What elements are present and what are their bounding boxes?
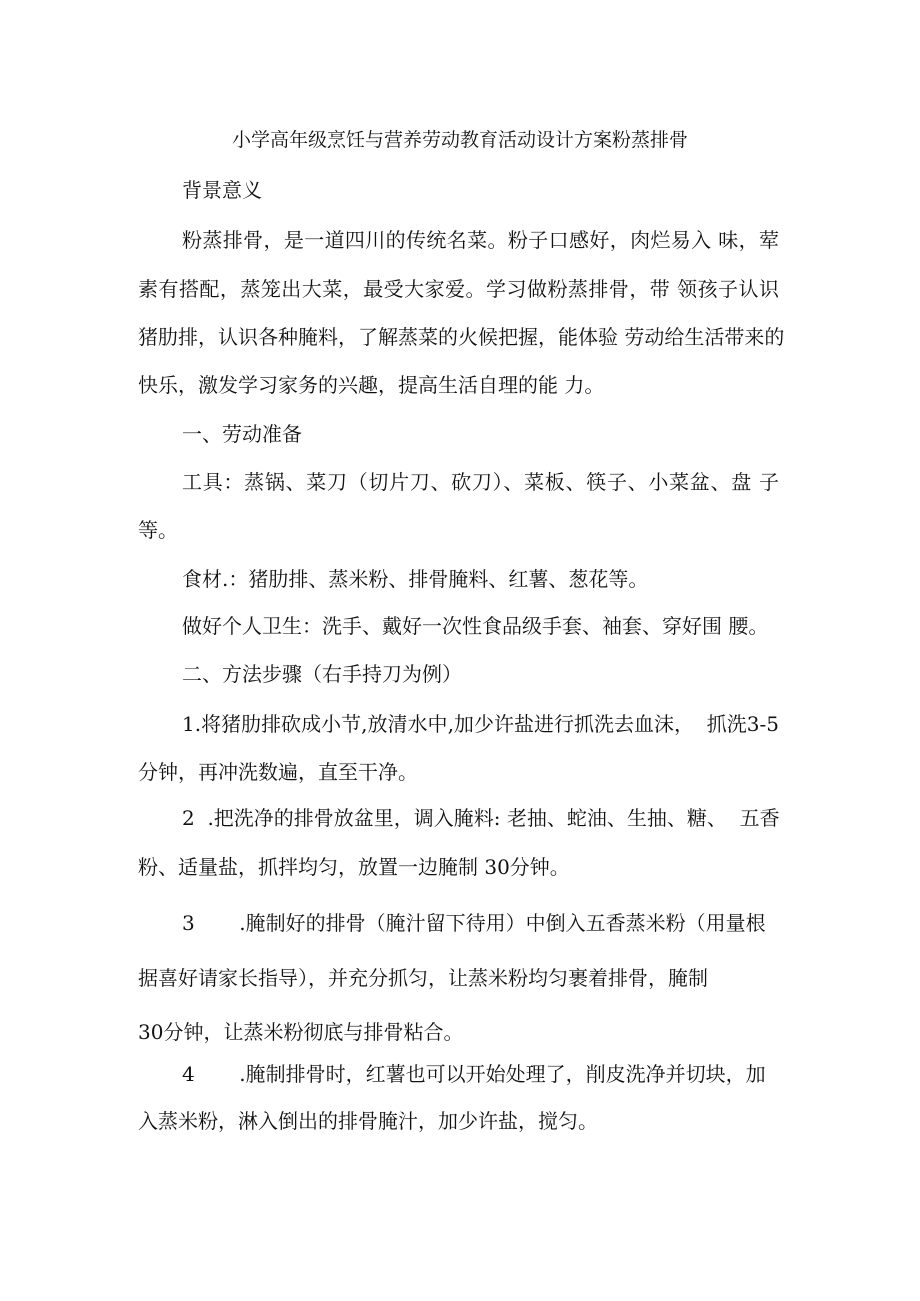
step-1-line: 1.将猪肋排砍成小节,放清水中,加少许盐进行抓洗去血沫， 抓洗3-5 xyxy=(182,712,779,736)
background-paragraph-line: 素有搭配，蒸笼出大菜，最受大家爱。学习做粉蒸排骨，带 领孩子认识 xyxy=(138,277,779,301)
step-4-line: 入蒸米粉，淋入倒出的排骨腌汁，加少许盐，搅匀。 xyxy=(138,1109,598,1133)
step-3-line: 30分钟，让蒸米粉彻底与排骨粘合。 xyxy=(138,1020,464,1044)
step-2-line: 2 .把洗净的排骨放盆里，调入腌料: 老抽、蛇油、生抽、糖、 五香 xyxy=(182,806,780,830)
background-paragraph-line: 快乐，激发学习家务的兴趣，提高生活自理的能 力。 xyxy=(138,373,605,397)
tools-line: 工具：蒸锅、菜刀（切片刀、砍刀）、菜板、筷子、小菜盆、盘 子 xyxy=(182,470,779,494)
step-2-line: 粉、适量盐，抓拌均匀，放置一边腌制 30分钟。 xyxy=(138,855,570,879)
background-paragraph-line: 猪肋排，认识各种腌料，了解蒸菜的火候把握，能体验 劳动给生活带来的 xyxy=(138,325,785,349)
step-3-line: 据喜好请家长指导），并充分抓匀，让蒸米粉均匀裹着排骨，腌制 xyxy=(138,966,708,990)
ingredients-line: 食材.：猪肋排、蒸米粉、排骨腌料、红薯、葱花等。 xyxy=(182,567,649,591)
step-4-line: 4 .腌制排骨时，红薯也可以开始处理了，削皮洗净并切块，加 xyxy=(182,1062,766,1086)
section-heading-background: 背景意义 xyxy=(182,178,262,202)
background-paragraph-line: 粉蒸排骨，是一道四川的传统名菜。粉子口感好，肉烂易入 味，荤 xyxy=(182,228,779,252)
tools-line: 等。 xyxy=(138,518,178,542)
step-3-line: 3 .腌制好的排骨（腌汁留下待用）中倒入五香蒸米粉（用量根 xyxy=(182,911,766,935)
section-heading-steps: 二、方法步骤（右手持刀为例） xyxy=(182,662,462,686)
document-title: 小学高年级烹饪与营养劳动教育活动设计方案粉蒸排骨 xyxy=(231,129,688,151)
step-1-line: 分钟，再冲洗数遍，直至干净。 xyxy=(138,760,418,784)
section-heading-preparation: 一、劳动准备 xyxy=(182,422,302,446)
hygiene-line: 做好个人卫生：洗手、戴好一次性食品级手套、袖套、穿好围 腰。 xyxy=(182,614,769,638)
